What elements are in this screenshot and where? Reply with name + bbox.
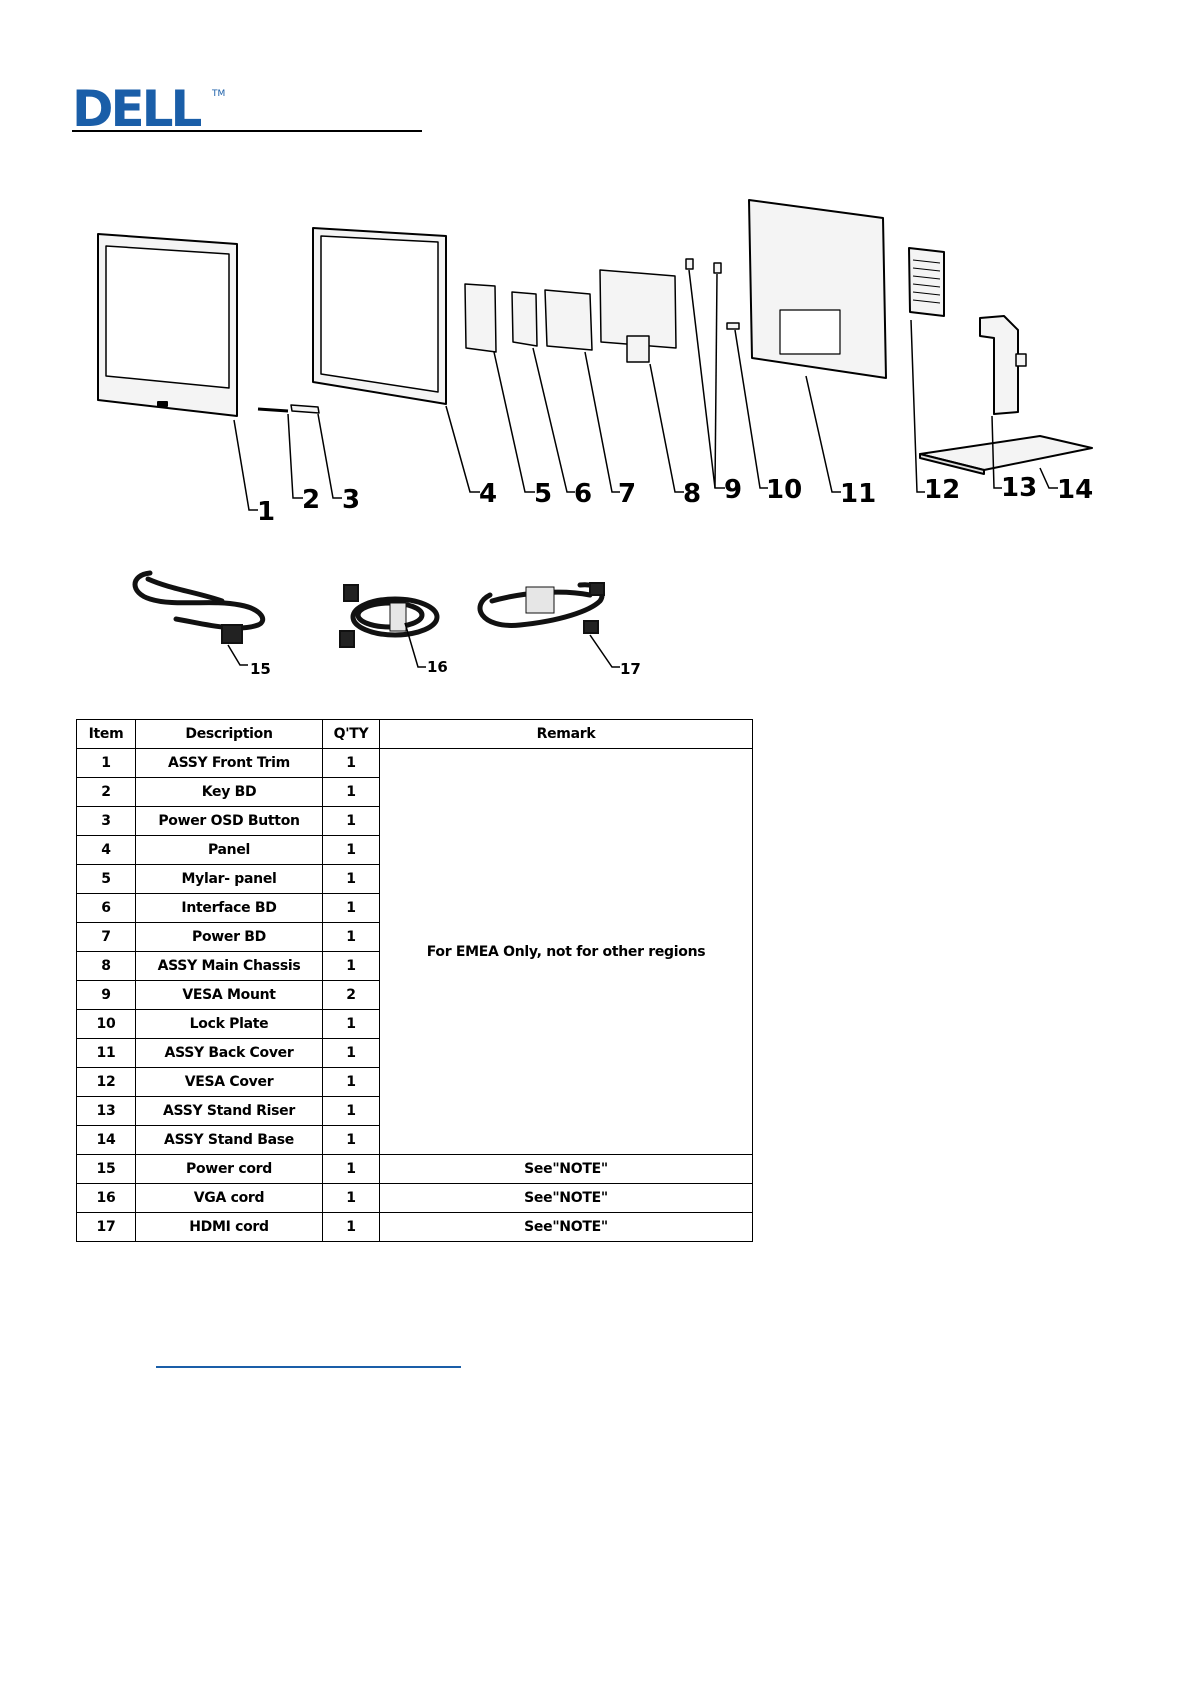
callout-17: 17 — [620, 660, 641, 678]
header-item: Item — [77, 720, 136, 749]
cell-qty: 1 — [323, 865, 380, 894]
callout-6: 6 — [574, 479, 593, 509]
cell-item: 11 — [77, 1039, 136, 1068]
cell-qty: 1 — [323, 894, 380, 923]
cell-description: Interface BD — [136, 894, 323, 923]
cell-item: 14 — [77, 1126, 136, 1155]
cell-item: 6 — [77, 894, 136, 923]
cell-description: ASSY Main Chassis — [136, 952, 323, 981]
callout-2: 2 — [302, 485, 321, 515]
part-front-trim — [98, 234, 237, 416]
cell-item: 17 — [77, 1213, 136, 1242]
callout-4: 4 — [479, 479, 498, 509]
accessory-power-cord — [135, 573, 263, 643]
cell-item: 8 — [77, 952, 136, 981]
cell-qty: 1 — [323, 1126, 380, 1155]
cell-description: Panel — [136, 836, 323, 865]
callout-9: 9 — [724, 475, 743, 505]
cell-item: 4 — [77, 836, 136, 865]
part-stand-base — [920, 436, 1092, 474]
part-main-chassis — [600, 270, 676, 362]
accessory-vga-cord — [340, 585, 437, 647]
parts-list-table — [76, 719, 753, 1242]
cell-remark: See"NOTE" — [380, 1155, 753, 1184]
cell-qty: 2 — [323, 981, 380, 1010]
callout-10: 10 — [766, 475, 803, 505]
cell-description: ASSY Front Trim — [136, 749, 323, 778]
cell-qty: 1 — [323, 952, 380, 981]
cell-description: Mylar- panel — [136, 865, 323, 894]
dell-logo — [72, 84, 232, 128]
cell-qty: 1 — [323, 1010, 380, 1039]
cell-description: Power cord — [136, 1155, 323, 1184]
part-vesa-mount — [686, 259, 721, 273]
cell-qty: 1 — [323, 749, 380, 778]
cell-description: VESA Cover — [136, 1068, 323, 1097]
callout-12: 12 — [924, 475, 961, 505]
cell-item: 16 — [77, 1184, 136, 1213]
callout-7: 7 — [618, 479, 637, 509]
cell-description: HDMI cord — [136, 1213, 323, 1242]
callout-11: 11 — [840, 479, 877, 509]
callout-3: 3 — [342, 485, 361, 515]
cell-item: 3 — [77, 807, 136, 836]
cell-item: 7 — [77, 923, 136, 952]
cell-qty: 1 — [323, 1184, 380, 1213]
callout-14: 14 — [1057, 475, 1094, 505]
part-back-cover — [749, 200, 886, 378]
callout-5: 5 — [534, 479, 553, 509]
part-vesa-cover — [909, 248, 944, 316]
callout-13: 13 — [1001, 473, 1038, 503]
cell-description: Power OSD Button — [136, 807, 323, 836]
cell-qty: 1 — [323, 1039, 380, 1068]
header-description: Description — [136, 720, 323, 749]
cell-remark: See"NOTE" — [380, 1213, 753, 1242]
trademark-mark: TM — [212, 89, 226, 99]
part-stand-riser — [980, 316, 1026, 414]
cell-item: 9 — [77, 981, 136, 1010]
cell-item: 5 — [77, 865, 136, 894]
table-header-row — [77, 720, 753, 749]
part-mylar-panel — [465, 284, 496, 352]
cell-qty: 1 — [323, 1097, 380, 1126]
callout-8: 8 — [683, 479, 702, 509]
cell-item: 13 — [77, 1097, 136, 1126]
cell-qty: 1 — [323, 1155, 380, 1184]
table-row — [77, 1155, 753, 1184]
table-row — [77, 1184, 753, 1213]
part-power-bd — [545, 290, 592, 350]
cell-qty: 1 — [323, 1213, 380, 1242]
accessories-diagram — [0, 565, 700, 695]
cell-qty: 1 — [323, 923, 380, 952]
callout-15: 15 — [250, 660, 271, 678]
part-panel — [313, 228, 446, 404]
cell-description: Lock Plate — [136, 1010, 323, 1039]
cell-qty: 1 — [323, 836, 380, 865]
cell-item: 15 — [77, 1155, 136, 1184]
table-row — [77, 749, 753, 778]
dell-logo-text: DELL — [72, 84, 200, 128]
cell-qty: 1 — [323, 1068, 380, 1097]
cell-item: 2 — [77, 778, 136, 807]
page-header — [72, 84, 422, 134]
header-remark: Remark — [380, 720, 753, 749]
cell-description: Power BD — [136, 923, 323, 952]
cell-remark-merged: For EMEA Only, not for other regions — [380, 749, 753, 1155]
part-power-osd-button — [291, 405, 319, 413]
cell-item: 12 — [77, 1068, 136, 1097]
header-rule — [72, 130, 422, 132]
cell-qty: 1 — [323, 778, 380, 807]
header-qty: Q'TY — [323, 720, 380, 749]
cell-description: VGA cord — [136, 1184, 323, 1213]
table-row — [77, 1213, 753, 1242]
cell-qty: 1 — [323, 807, 380, 836]
cell-item: 1 — [77, 749, 136, 778]
part-lock-plate — [727, 323, 739, 329]
cell-item: 10 — [77, 1010, 136, 1039]
part-key-bd — [258, 409, 288, 411]
cell-remark: See"NOTE" — [380, 1184, 753, 1213]
footer-link-underline[interactable] — [156, 1366, 461, 1368]
callout-16: 16 — [427, 658, 448, 676]
accessory-hdmi-cord — [480, 583, 604, 633]
cell-description: ASSY Stand Base — [136, 1126, 323, 1155]
part-interface-bd — [512, 292, 537, 346]
exploded-view-diagram — [0, 180, 1191, 530]
cell-description: Key BD — [136, 778, 323, 807]
cell-description: ASSY Back Cover — [136, 1039, 323, 1068]
cell-description: VESA Mount — [136, 981, 323, 1010]
callout-1: 1 — [257, 497, 276, 527]
cell-description: ASSY Stand Riser — [136, 1097, 323, 1126]
